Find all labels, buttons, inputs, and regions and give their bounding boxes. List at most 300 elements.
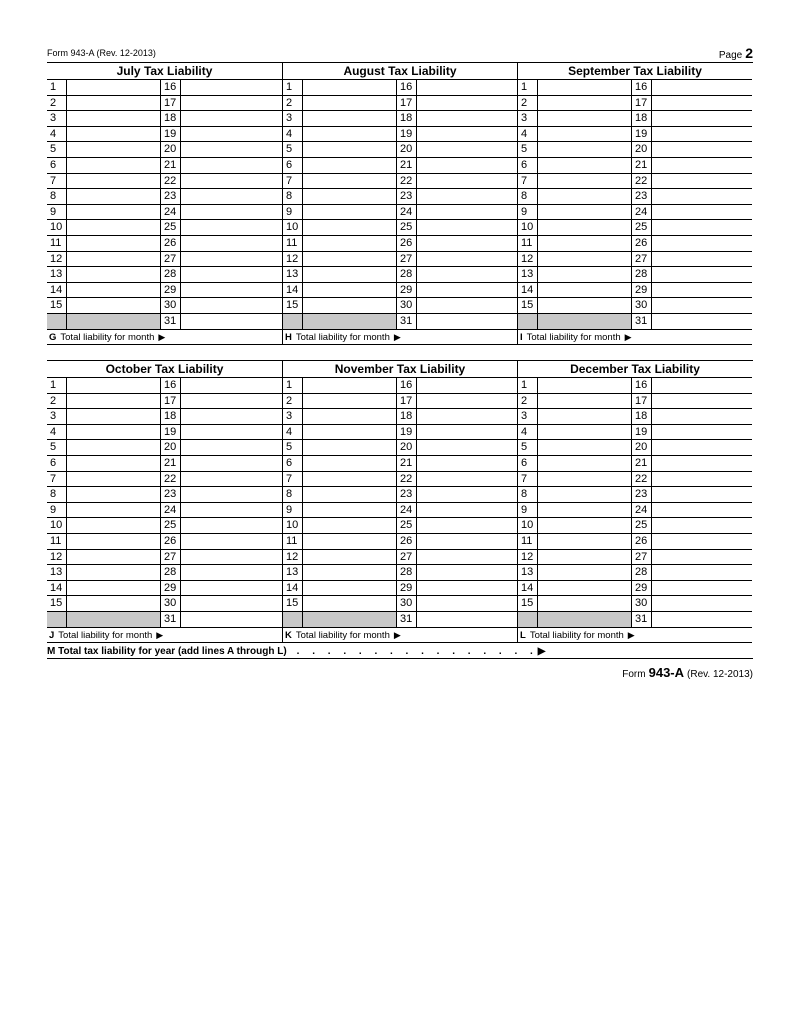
day-number: 21 bbox=[161, 456, 181, 471]
day-row bbox=[518, 158, 752, 174]
day-amount-field[interactable] bbox=[538, 409, 632, 424]
day-amount-field[interactable] bbox=[652, 550, 752, 565]
day-amount-field[interactable] bbox=[652, 425, 752, 440]
day-row bbox=[47, 127, 282, 143]
day-amount-field[interactable] bbox=[67, 298, 161, 313]
day-amount-field[interactable] bbox=[538, 425, 632, 440]
day-number: 21 bbox=[632, 456, 652, 471]
day-number: 8 bbox=[518, 189, 538, 204]
day-amount-field[interactable] bbox=[67, 378, 161, 393]
day-amount-field[interactable] bbox=[652, 456, 752, 471]
month-title: November Tax Liability bbox=[283, 361, 517, 378]
shaded-cell bbox=[538, 612, 632, 627]
day-row bbox=[283, 174, 517, 190]
day-number: 28 bbox=[161, 565, 181, 580]
day-amount-field[interactable] bbox=[652, 487, 752, 502]
day-amount-field[interactable] bbox=[538, 283, 632, 298]
day-amount-field[interactable] bbox=[181, 440, 282, 455]
day-number: 13 bbox=[518, 565, 538, 580]
day-amount-field[interactable] bbox=[181, 409, 282, 424]
day-number: 17 bbox=[397, 96, 417, 111]
total-line-label: Total liability for month bbox=[58, 629, 153, 641]
day-amount-field[interactable] bbox=[652, 189, 752, 204]
day-amount-field[interactable] bbox=[417, 503, 517, 518]
total-line-letter: J bbox=[49, 629, 55, 641]
day-amount-field[interactable] bbox=[181, 314, 282, 329]
arrow-right-icon: ▶ bbox=[156, 629, 164, 640]
day-amount-field[interactable] bbox=[67, 534, 161, 549]
day-amount-field[interactable] bbox=[67, 394, 161, 409]
day-amount-field[interactable] bbox=[652, 96, 752, 111]
day-amount-field[interactable] bbox=[303, 220, 397, 235]
day-number: 7 bbox=[47, 472, 67, 487]
day-number: 21 bbox=[397, 456, 417, 471]
day-amount-field[interactable] bbox=[303, 205, 397, 220]
day-row bbox=[518, 456, 752, 472]
day-number: 25 bbox=[397, 220, 417, 235]
day-number: 12 bbox=[283, 550, 303, 565]
month-total-line[interactable] bbox=[518, 628, 752, 643]
day-amount-field[interactable] bbox=[67, 409, 161, 424]
day-amount-field[interactable] bbox=[303, 378, 397, 393]
day-amount-field[interactable] bbox=[303, 425, 397, 440]
day-row bbox=[47, 472, 282, 488]
shaded-cell bbox=[47, 314, 67, 329]
day-amount-field[interactable] bbox=[303, 267, 397, 282]
day-amount-field[interactable] bbox=[652, 581, 752, 596]
day-row bbox=[283, 142, 517, 158]
day-amount-field[interactable] bbox=[303, 472, 397, 487]
day-amount-field[interactable] bbox=[417, 127, 517, 142]
day-amount-field[interactable] bbox=[181, 267, 282, 282]
total-line-label: Total liability for month bbox=[529, 629, 624, 641]
shaded-cell bbox=[283, 314, 303, 329]
day-amount-field[interactable] bbox=[538, 96, 632, 111]
day-amount-field[interactable] bbox=[538, 472, 632, 487]
day-number: 16 bbox=[632, 80, 652, 95]
day-amount-field[interactable] bbox=[181, 472, 282, 487]
day-amount-field[interactable] bbox=[652, 158, 752, 173]
day-number: 18 bbox=[632, 111, 652, 126]
footer-rev: (Rev. 12-2013) bbox=[687, 669, 753, 680]
day-amount-field[interactable] bbox=[181, 174, 282, 189]
day-amount-field[interactable] bbox=[417, 298, 517, 313]
day-amount-field[interactable] bbox=[538, 267, 632, 282]
day-number: 12 bbox=[47, 550, 67, 565]
day-amount-field[interactable] bbox=[652, 267, 752, 282]
month-title: October Tax Liability bbox=[47, 361, 282, 378]
day-number: 24 bbox=[397, 205, 417, 220]
day-amount-field[interactable] bbox=[181, 189, 282, 204]
day-amount-field[interactable] bbox=[538, 80, 632, 95]
day-amount-field[interactable] bbox=[67, 158, 161, 173]
day-amount-field[interactable] bbox=[538, 236, 632, 251]
day-amount-field[interactable] bbox=[67, 565, 161, 580]
day-number: 30 bbox=[161, 298, 181, 313]
day-amount-field[interactable] bbox=[181, 111, 282, 126]
day-amount-field[interactable] bbox=[67, 518, 161, 533]
day-amount-field[interactable] bbox=[417, 472, 517, 487]
day-amount-field[interactable] bbox=[417, 142, 517, 157]
day-amount-field[interactable] bbox=[181, 596, 282, 611]
month-total-line[interactable] bbox=[518, 330, 752, 345]
day-number: 28 bbox=[397, 565, 417, 580]
day-amount-field[interactable] bbox=[538, 440, 632, 455]
day-amount-field[interactable] bbox=[67, 487, 161, 502]
day-row bbox=[518, 550, 752, 566]
day-row bbox=[47, 111, 282, 127]
day-amount-field[interactable] bbox=[67, 503, 161, 518]
day-number: 28 bbox=[161, 267, 181, 282]
day-row bbox=[518, 425, 752, 441]
day-amount-field[interactable] bbox=[538, 394, 632, 409]
day-amount-field[interactable] bbox=[538, 550, 632, 565]
day-row bbox=[518, 503, 752, 519]
day-number: 16 bbox=[161, 378, 181, 393]
day-amount-field[interactable] bbox=[538, 487, 632, 502]
day-number: 26 bbox=[161, 236, 181, 251]
day-amount-field[interactable] bbox=[303, 111, 397, 126]
day-amount-field[interactable] bbox=[303, 596, 397, 611]
month-total-line[interactable] bbox=[283, 628, 517, 643]
day-row bbox=[47, 456, 282, 472]
day-row bbox=[518, 252, 752, 268]
day-amount-field[interactable] bbox=[417, 456, 517, 471]
day-amount-field[interactable] bbox=[652, 127, 752, 142]
day-amount-field[interactable] bbox=[303, 456, 397, 471]
day-number: 5 bbox=[283, 142, 303, 157]
arrow-right-icon: ▶ bbox=[393, 629, 401, 640]
day-amount-field[interactable] bbox=[417, 394, 517, 409]
day-number: 19 bbox=[161, 127, 181, 142]
day-amount-field[interactable] bbox=[652, 409, 752, 424]
day-amount-field[interactable] bbox=[181, 581, 282, 596]
day-row bbox=[283, 565, 517, 581]
day-amount-field[interactable] bbox=[417, 80, 517, 95]
day-amount-field[interactable] bbox=[67, 189, 161, 204]
day-number: 11 bbox=[283, 534, 303, 549]
day-amount-field[interactable] bbox=[181, 80, 282, 95]
day-amount-field[interactable] bbox=[67, 80, 161, 95]
day-amount-field[interactable] bbox=[303, 581, 397, 596]
day-amount-field[interactable] bbox=[181, 518, 282, 533]
day-row bbox=[283, 96, 517, 112]
day-number: 18 bbox=[632, 409, 652, 424]
day-amount-field[interactable] bbox=[181, 283, 282, 298]
day-amount-field[interactable] bbox=[67, 440, 161, 455]
day-row bbox=[47, 205, 282, 221]
day-amount-field[interactable] bbox=[652, 298, 752, 313]
day-amount-field[interactable] bbox=[652, 378, 752, 393]
total-line-letter: K bbox=[285, 629, 292, 641]
day-amount-field[interactable] bbox=[652, 596, 752, 611]
day-amount-field[interactable] bbox=[417, 158, 517, 173]
day-number: 28 bbox=[632, 565, 652, 580]
day-amount-field[interactable] bbox=[303, 503, 397, 518]
day-amount-field[interactable] bbox=[538, 565, 632, 580]
day-amount-field[interactable] bbox=[538, 456, 632, 471]
day-amount-field[interactable] bbox=[538, 174, 632, 189]
day-amount-field[interactable] bbox=[181, 127, 282, 142]
day-row bbox=[283, 581, 517, 597]
day-amount-field[interactable] bbox=[538, 378, 632, 393]
day-number: 3 bbox=[518, 111, 538, 126]
day-amount-field[interactable] bbox=[67, 236, 161, 251]
day-row bbox=[518, 565, 752, 581]
day-amount-field[interactable] bbox=[417, 252, 517, 267]
day-amount-field[interactable] bbox=[652, 565, 752, 580]
day-number: 10 bbox=[518, 220, 538, 235]
day-row bbox=[47, 252, 282, 268]
day-amount-field[interactable] bbox=[181, 158, 282, 173]
day-amount-field[interactable] bbox=[417, 220, 517, 235]
month-total-line[interactable] bbox=[283, 330, 517, 345]
day-row bbox=[283, 283, 517, 299]
day-row bbox=[283, 236, 517, 252]
day-amount-field[interactable] bbox=[181, 220, 282, 235]
day-amount-field[interactable] bbox=[303, 487, 397, 502]
day-amount-field[interactable] bbox=[652, 394, 752, 409]
day-amount-field[interactable] bbox=[303, 283, 397, 298]
day-amount-field[interactable] bbox=[181, 565, 282, 580]
day-amount-field[interactable] bbox=[303, 142, 397, 157]
day-amount-field[interactable] bbox=[303, 298, 397, 313]
day-amount-field[interactable] bbox=[417, 267, 517, 282]
day-amount-field[interactable] bbox=[181, 425, 282, 440]
day-amount-field[interactable] bbox=[538, 298, 632, 313]
day-amount-field[interactable] bbox=[538, 205, 632, 220]
day-number: 2 bbox=[47, 96, 67, 111]
day-amount-field[interactable] bbox=[417, 425, 517, 440]
day-amount-field[interactable] bbox=[417, 487, 517, 502]
day-amount-field[interactable] bbox=[652, 80, 752, 95]
total-line-letter: I bbox=[520, 331, 523, 343]
line-m-arrow-icon: ▶ bbox=[537, 646, 546, 657]
day-amount-field[interactable] bbox=[652, 252, 752, 267]
day-amount-field[interactable] bbox=[67, 550, 161, 565]
day-amount-field[interactable] bbox=[417, 283, 517, 298]
day-amount-field[interactable] bbox=[538, 252, 632, 267]
day-amount-field[interactable] bbox=[538, 596, 632, 611]
day-amount-field[interactable] bbox=[652, 220, 752, 235]
day-amount-field[interactable] bbox=[181, 487, 282, 502]
day-amount-field[interactable] bbox=[538, 220, 632, 235]
day-number: 29 bbox=[632, 581, 652, 596]
day-amount-field[interactable] bbox=[417, 174, 517, 189]
day-number: 23 bbox=[632, 487, 652, 502]
day-number: 28 bbox=[397, 267, 417, 282]
day-amount-field[interactable] bbox=[417, 518, 517, 533]
day-number: 11 bbox=[518, 236, 538, 251]
day-amount-field[interactable] bbox=[538, 127, 632, 142]
day-row bbox=[283, 220, 517, 236]
day-amount-field[interactable] bbox=[181, 612, 282, 627]
day-amount-field[interactable] bbox=[652, 534, 752, 549]
shaded-cell bbox=[303, 314, 397, 329]
day-amount-field[interactable] bbox=[652, 503, 752, 518]
day-number: 31 bbox=[161, 314, 181, 329]
day-amount-field[interactable] bbox=[181, 456, 282, 471]
day-amount-field[interactable] bbox=[652, 518, 752, 533]
day-amount-field[interactable] bbox=[181, 550, 282, 565]
day-row bbox=[47, 425, 282, 441]
day-amount-field[interactable] bbox=[417, 612, 517, 627]
day-number: 8 bbox=[283, 189, 303, 204]
day-number: 14 bbox=[283, 283, 303, 298]
day-amount-field[interactable] bbox=[652, 283, 752, 298]
day-amount-field[interactable] bbox=[652, 205, 752, 220]
day-amount-field[interactable] bbox=[181, 394, 282, 409]
day-amount-field[interactable] bbox=[303, 440, 397, 455]
day-number: 14 bbox=[518, 581, 538, 596]
day-number: 1 bbox=[47, 378, 67, 393]
day-amount-field[interactable] bbox=[67, 205, 161, 220]
day-amount-field[interactable] bbox=[417, 205, 517, 220]
day-amount-field[interactable] bbox=[67, 596, 161, 611]
day-number: 23 bbox=[161, 189, 181, 204]
day-amount-field[interactable] bbox=[652, 472, 752, 487]
day-amount-field[interactable] bbox=[538, 142, 632, 157]
day-amount-field[interactable] bbox=[67, 127, 161, 142]
day-amount-field[interactable] bbox=[303, 550, 397, 565]
day-row bbox=[283, 189, 517, 205]
day-row bbox=[518, 267, 752, 283]
day-number: 9 bbox=[518, 503, 538, 518]
day-amount-field[interactable] bbox=[67, 96, 161, 111]
day-amount-field[interactable] bbox=[652, 612, 752, 627]
form-revision-label: Form 943-A (Rev. 12-2013) bbox=[47, 48, 156, 58]
month-column bbox=[517, 361, 752, 643]
shaded-cell bbox=[518, 612, 538, 627]
day-amount-field[interactable] bbox=[303, 96, 397, 111]
day-amount-field[interactable] bbox=[538, 189, 632, 204]
day-amount-field[interactable] bbox=[181, 96, 282, 111]
day-row bbox=[47, 96, 282, 112]
day-amount-field[interactable] bbox=[538, 503, 632, 518]
day-row bbox=[518, 487, 752, 503]
day-amount-field[interactable] bbox=[67, 174, 161, 189]
day-amount-field[interactable] bbox=[67, 425, 161, 440]
day-amount-field[interactable] bbox=[181, 205, 282, 220]
day-amount-field[interactable] bbox=[303, 189, 397, 204]
arrow-right-icon: ▶ bbox=[624, 331, 632, 342]
day-amount-field[interactable] bbox=[303, 80, 397, 95]
day-amount-field[interactable] bbox=[538, 534, 632, 549]
day-amount-field[interactable] bbox=[303, 534, 397, 549]
day-amount-field[interactable] bbox=[652, 142, 752, 157]
day-amount-field[interactable] bbox=[538, 158, 632, 173]
shaded-cell bbox=[303, 612, 397, 627]
day-amount-field[interactable] bbox=[538, 111, 632, 126]
day-amount-field[interactable] bbox=[67, 111, 161, 126]
day-amount-field[interactable] bbox=[417, 534, 517, 549]
month-total-line[interactable] bbox=[47, 330, 282, 345]
day-amount-field[interactable] bbox=[417, 314, 517, 329]
day-amount-field[interactable] bbox=[417, 409, 517, 424]
day-number: 8 bbox=[283, 487, 303, 502]
day-amount-field[interactable] bbox=[303, 174, 397, 189]
day-amount-field[interactable] bbox=[67, 267, 161, 282]
day-row bbox=[283, 394, 517, 410]
day-amount-field[interactable] bbox=[303, 394, 397, 409]
day-number: 10 bbox=[283, 518, 303, 533]
day-amount-field[interactable] bbox=[181, 378, 282, 393]
day-amount-field[interactable] bbox=[417, 581, 517, 596]
total-line-label: Total liability for month bbox=[295, 331, 390, 343]
day-number: 11 bbox=[47, 534, 67, 549]
shaded-cell bbox=[67, 612, 161, 627]
day-number: 10 bbox=[47, 220, 67, 235]
day-number: 19 bbox=[632, 425, 652, 440]
day-amount-field[interactable] bbox=[181, 534, 282, 549]
day-amount-field[interactable] bbox=[67, 283, 161, 298]
day-row bbox=[47, 581, 282, 597]
day-number: 17 bbox=[632, 96, 652, 111]
day-amount-field[interactable] bbox=[67, 252, 161, 267]
day-amount-field[interactable] bbox=[417, 440, 517, 455]
day-amount-field[interactable] bbox=[652, 314, 752, 329]
day-amount-field[interactable] bbox=[417, 111, 517, 126]
day-amount-field[interactable] bbox=[181, 142, 282, 157]
day-amount-field[interactable] bbox=[417, 596, 517, 611]
day-amount-field[interactable] bbox=[303, 158, 397, 173]
day-number: 18 bbox=[397, 409, 417, 424]
day-number: 13 bbox=[47, 267, 67, 282]
day-amount-field[interactable] bbox=[652, 440, 752, 455]
day-row bbox=[47, 267, 282, 283]
day-amount-field[interactable] bbox=[303, 409, 397, 424]
day-amount-field[interactable] bbox=[67, 142, 161, 157]
day-number: 19 bbox=[397, 425, 417, 440]
day-row bbox=[47, 189, 282, 205]
day-amount-field[interactable] bbox=[417, 96, 517, 111]
day-amount-field[interactable] bbox=[417, 236, 517, 251]
day-amount-field[interactable] bbox=[303, 252, 397, 267]
day-amount-field[interactable] bbox=[181, 252, 282, 267]
day-number: 2 bbox=[518, 96, 538, 111]
day-amount-field[interactable] bbox=[181, 236, 282, 251]
day-amount-field[interactable] bbox=[652, 111, 752, 126]
month-total-line[interactable] bbox=[47, 628, 282, 643]
day-amount-field[interactable] bbox=[417, 189, 517, 204]
day-amount-field[interactable] bbox=[652, 236, 752, 251]
day-number: 1 bbox=[518, 80, 538, 95]
day-number: 25 bbox=[161, 518, 181, 533]
day-number: 20 bbox=[397, 142, 417, 157]
day-amount-field[interactable] bbox=[303, 127, 397, 142]
day-row bbox=[518, 518, 752, 534]
day-amount-field[interactable] bbox=[417, 565, 517, 580]
day-amount-field[interactable] bbox=[181, 298, 282, 313]
day-amount-field[interactable] bbox=[652, 174, 752, 189]
day-amount-field[interactable] bbox=[181, 503, 282, 518]
day-amount-field[interactable] bbox=[417, 378, 517, 393]
day-row bbox=[283, 378, 517, 394]
day-row bbox=[518, 394, 752, 410]
day-amount-field[interactable] bbox=[67, 472, 161, 487]
day-amount-field[interactable] bbox=[303, 518, 397, 533]
day-amount-field[interactable] bbox=[538, 518, 632, 533]
day-amount-field[interactable] bbox=[538, 581, 632, 596]
day-amount-field[interactable] bbox=[67, 220, 161, 235]
day-row bbox=[47, 612, 282, 628]
day-amount-field[interactable] bbox=[303, 236, 397, 251]
section-q3 bbox=[47, 63, 753, 345]
day-amount-field[interactable] bbox=[67, 456, 161, 471]
day-amount-field[interactable] bbox=[417, 550, 517, 565]
day-amount-field[interactable] bbox=[303, 565, 397, 580]
day-amount-field[interactable] bbox=[67, 581, 161, 596]
